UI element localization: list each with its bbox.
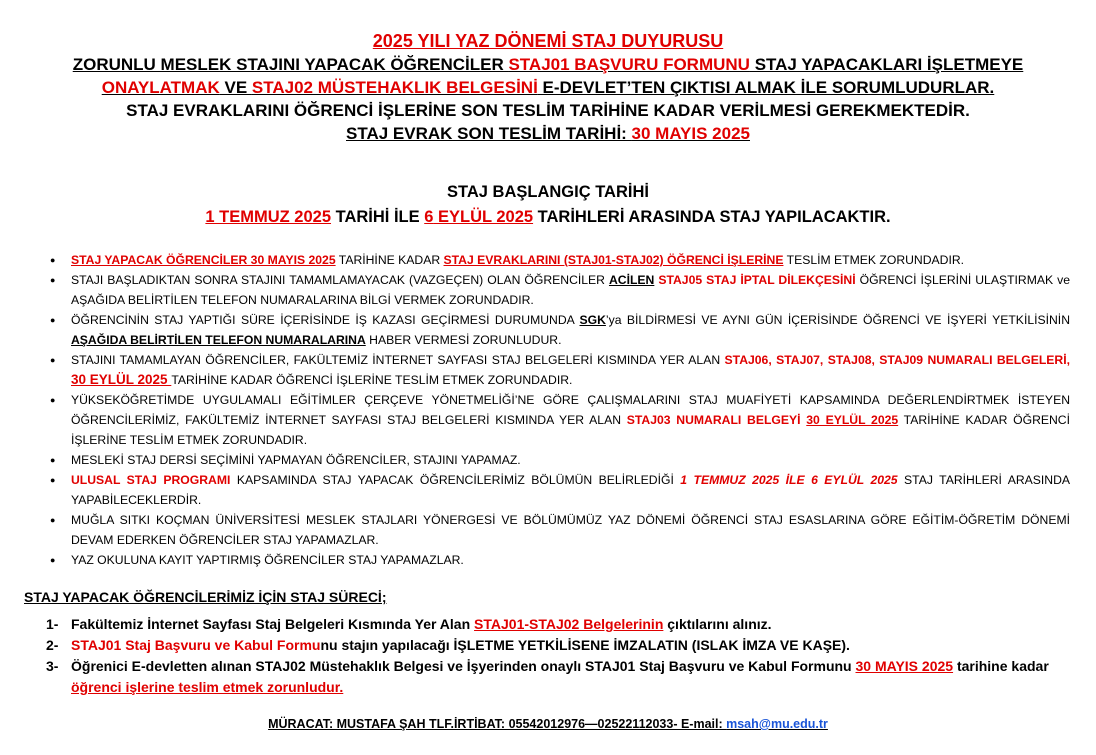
b3-e: HABER VERMESİ ZORUNLUDUR. xyxy=(365,333,562,347)
approve-highlight: ONAYLATMAK xyxy=(101,78,220,97)
header-l3-d: E-DEVLET’TEN ÇIKTISI ALMAK İLE SORUMLUDURLAR. xyxy=(537,78,995,97)
rules-list xyxy=(50,250,1070,570)
contact-line xyxy=(0,717,1096,731)
list-item xyxy=(50,250,1070,270)
b3-d: AŞAĞIDA BELİRTİLEN TELEFON NUMARALARINA xyxy=(71,333,366,347)
header-line-5 xyxy=(0,122,1096,145)
header-line-4: STAJ EVRAKLARINI ÖĞRENCİ İŞLERİNE SON TESLİM TARİHİNE KADAR VERİLMESİ GEREKMEKTEDİR. xyxy=(126,101,970,120)
contact-email-link[interactable]: msah@mu.edu.tr xyxy=(726,717,828,731)
list-item: ● YAZ OKULUNA KAYIT YAPTIRMIŞ ÖĞRENCİLER STAJ YAPAMAZLAR. xyxy=(50,550,1070,570)
list-item xyxy=(46,614,1076,635)
b3-c: ’ya BİLDİRMESİ VE AYNI GÜN İÇERİSİNDE ÖĞRENCİ VE İŞYERİ YETKİLİSİNİN xyxy=(605,313,1070,327)
b5-d: 30 EYLÜL 2025 xyxy=(806,413,899,427)
s1-c: çıktılarını alınız. xyxy=(663,616,772,632)
b2-b: ACİLEN xyxy=(608,273,655,287)
list-item xyxy=(50,310,1070,350)
list-item xyxy=(50,390,1070,450)
header-line-3 xyxy=(0,76,1096,99)
b2-d: STAJ05 STAJ İPTAL DİLEKÇESİNİ xyxy=(658,273,856,287)
start-date-label: STAJ BAŞLANGIÇ TARİHİ xyxy=(447,183,649,201)
start-end: TARİHLERİ ARASINDA STAJ YAPILACAKTIR. xyxy=(533,208,891,226)
process-title: STAJ YAPACAK ÖĞRENCİLERİMİZ İÇİN STAJ SÜRECİ; xyxy=(24,589,387,605)
b7-a: ULUSAL STAJ PROGRAMI xyxy=(71,473,231,487)
list-item: ● MUĞLA SITKI KOÇMAN ÜNİVERSİTESİ MESLEK STAJLARI YÖNERGESİ VE BÖLÜMÜMÜZ YAZ DÖNEMİ ÖĞRENCİ STAJ ESASLARINA GÖRE EĞİTİM-ÖĞRETİM DÖNEMİ DEVAM EDERKEN ÖĞRENCİLER STAJ YAPAMAZLAR. xyxy=(50,510,1070,550)
announcement-title: 2025 YILI YAZ DÖNEMİ STAJ DUYURUSU xyxy=(372,31,724,51)
b7-b: KAPSAMINDA STAJ YAPACAK ÖĞRENCİLERİMİZ BÖLÜMÜN BELİRLEDİĞİ xyxy=(230,473,681,487)
step-number: 3- xyxy=(46,658,59,674)
b1-d: TESLİM ETMEK ZORUNDADIR. xyxy=(783,253,965,267)
deadline-date: 30 MAYIS 2025 xyxy=(631,124,750,143)
b1-c: STAJ EVRAKLARINI (STAJ01-STAJ02) ÖĞRENCİ İŞLERİNE xyxy=(443,253,784,267)
b5-b: STAJ03 NUMARALI BELGEYİ xyxy=(626,413,801,427)
b7-c: 1 TEMMUZ 2025 İLE 6 EYLÜL 2025 xyxy=(680,473,898,487)
s3-a: Öğrenici E-devletten alınan STAJ02 Müstehaklık Belgesi ve İşyerinden onaylı STAJ01 Staj Başvuru ve Kabul Formunu xyxy=(71,658,856,674)
announcement-header xyxy=(0,30,1096,145)
b3-b: SGK xyxy=(579,313,606,327)
start-date-1: 1 TEMMUZ 2025 xyxy=(205,208,332,226)
b2-a: STAJI BAŞLADIKTAN SONRA STAJINI TAMAMLAMAYACAK (VAZGEÇEN) OLAN ÖĞRENCİLER xyxy=(71,273,609,287)
b5-a: YÜKSEKÖĞRETİMDE UYGULAMALI EĞİTİMLER ÇERÇEVE YÖNETMELİĞİ’NE GÖRE ÇALIŞMALARINI STAJ MUAFİYETİ KAPSAMINDA DEĞERLENDİRTMEK İSTEYEN ÖĞRENCİLERİMİZ, FAKÜLTEMİZ İNTERNET SAYFASI STAJ BELGELERİ KISMINDA YER ALAN xyxy=(71,393,1070,427)
step-number: 1- xyxy=(46,616,59,632)
contact-text: MÜRACAT: MUSTAFA ŞAH TLF.İRTİBAT: 05542012976—02522112033- E-mail: xyxy=(268,717,727,731)
step-number: 2- xyxy=(46,637,59,653)
b3-a: ÖĞRENCİNİN STAJ YAPTIĞI SÜRE İÇERİSİNDE İŞ KAZASI GEÇİRMESİ DURUMUNDA xyxy=(71,313,580,327)
b7-d: STAJ TARİHLERİ ARASINDA YAPABİLECEKLERDİR. xyxy=(71,473,1070,507)
header-l2-a: ZORUNLU MESLEK STAJINI YAPACAK ÖĞRENCİLER xyxy=(72,55,509,74)
process-steps xyxy=(46,614,1076,698)
list-item xyxy=(46,635,1076,656)
b2-e: ÖĞRENCİ İŞLERİNİ ULAŞTIRMAK ve AŞAĞIDA BELİRTİLEN TELEFON NUMARALARINA BİLGİ VERMEK ZORUNDADIR. xyxy=(71,273,1070,307)
s1-a: Fakültemiz İnternet Sayfası Staj Belgeleri Kısmında Yer Alan xyxy=(71,616,475,632)
list-item: ● MESLEKİ STAJ DERSİ SEÇİMİNİ YAPMAYAN ÖĞRENCİLER, STAJINI YAPAMAZ. xyxy=(50,450,1070,470)
list-item xyxy=(50,270,1070,310)
b4-d: TARİHİNE KADAR ÖĞRENCİ İŞLERİNE TESLİM ETMEK ZORUNDADIR. xyxy=(171,373,573,387)
b5-e: TARİHİNE KADAR ÖĞRENCİ İŞLERİNE TESLİM ETMEK ZORUNDADIR. xyxy=(71,413,1070,447)
staj01-form-highlight: STAJ01 BAŞVURU FORMUNU xyxy=(508,55,750,74)
start-date-2-month: EYLÜL 2025 xyxy=(433,208,534,226)
start-date-range xyxy=(0,205,1096,230)
b1-a: STAJ YAPACAK ÖĞRENCİLER 30 MAYIS 2025 xyxy=(71,253,336,267)
start-date-section xyxy=(0,180,1096,230)
s1-b: STAJ01-STAJ02 Belgelerinin xyxy=(474,616,664,632)
start-mid: TARİHİ İLE xyxy=(331,208,425,226)
header-l2-c: STAJ YAPACAKLARI İŞLETMEYE xyxy=(749,55,1024,74)
s3-c: tarihine kadar xyxy=(953,658,1049,674)
header-l3-b: VE xyxy=(219,78,252,97)
s3-d: öğrenci işlerine teslim etmek zorunludur. xyxy=(71,679,344,695)
s2-a: STAJ01 Staj Başvuru ve Kabul Formu xyxy=(71,637,321,653)
s3-b: 30 MAYIS 2025 xyxy=(855,658,954,674)
b1-b: TARİHİNE KADAR xyxy=(335,253,444,267)
b4-a: STAJINI TAMAMLAYAN ÖĞRENCİLER, FAKÜLTEMİZ İNTERNET SAYFASI STAJ BELGELERİ KISMINDA YER ALAN xyxy=(71,353,725,367)
list-item xyxy=(46,656,1076,698)
deadline-label: STAJ EVRAK SON TESLİM TARİHİ: xyxy=(346,124,632,143)
staj02-doc-highlight: STAJ02 MÜSTEHAKLIK BELGESİNİ xyxy=(251,78,538,97)
header-line-2 xyxy=(0,53,1096,76)
s2-b: nu stajın yapılacağı İŞLETME YETKİLİSENE İMZALATIN (ISLAK İMZA VE KAŞE). xyxy=(320,637,850,653)
b4-c: 30 EYLÜL 2025 xyxy=(71,372,172,387)
b4-b: STAJ06, STAJ07, STAJ08, STAJ09 NUMARALI BELGELERİ, xyxy=(724,353,1070,367)
list-item xyxy=(50,350,1070,390)
list-item xyxy=(50,470,1070,510)
start-date-2-day: 6 xyxy=(424,208,434,226)
